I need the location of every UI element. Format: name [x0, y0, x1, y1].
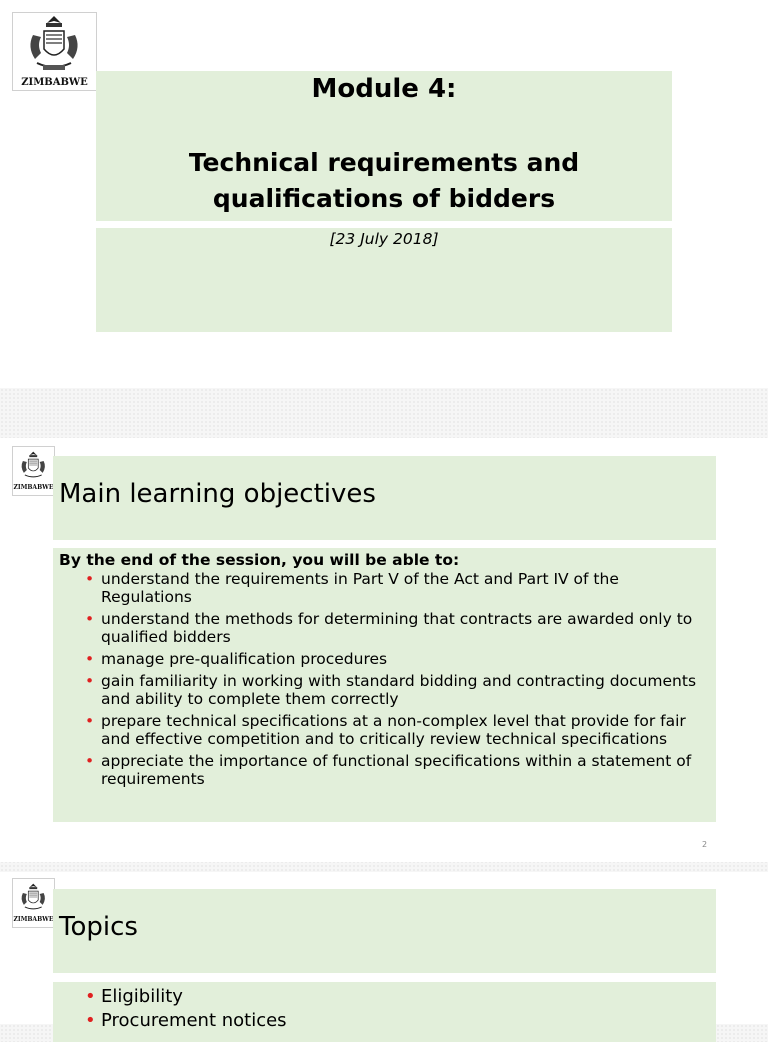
- objectives-list: [85, 570, 702, 792]
- zimbabwe-emblem: [12, 446, 55, 496]
- objective-text: prepare technical specifications at a non-complex level that provide for fair and effective competition and to critically review technical specifications: [101, 712, 686, 748]
- bullet-icon: •: [85, 752, 95, 770]
- list-item: [85, 752, 702, 788]
- date-box: [96, 228, 672, 332]
- bullet-icon: •: [85, 672, 95, 690]
- objective-text: appreciate the importance of functional specifications within a statement of requirements: [101, 752, 692, 788]
- presentation-title: Technical requirements and qualifications of bidders: [188, 148, 580, 213]
- topics-body-box: [53, 982, 716, 1042]
- slide-objectives: [0, 438, 768, 862]
- slide-topics: [0, 872, 768, 1031]
- bullet-icon: •: [85, 712, 95, 730]
- zimbabwe-emblem: [12, 12, 97, 91]
- topic-text: Eligibility: [101, 986, 183, 1007]
- bullet-icon: •: [85, 650, 95, 668]
- coat-of-arms-icon: [13, 879, 54, 917]
- list-item: [85, 610, 702, 646]
- objective-text: understand the requirements in Part V of the Act and Part IV of the Regulations: [101, 570, 619, 606]
- bullet-icon: •: [85, 986, 96, 1007]
- bullet-icon: •: [85, 570, 95, 588]
- topics-list: [85, 985, 702, 1033]
- coat-of-arms-icon: [13, 447, 54, 485]
- objectives-body-box: [53, 548, 716, 822]
- bullet-icon: •: [85, 1010, 96, 1031]
- list-item: [85, 672, 702, 708]
- list-item: [85, 985, 702, 1009]
- objectives-lead: By the end of the session, you will be able to:: [59, 551, 460, 569]
- emblem-caption: ZIMBABWE: [13, 916, 54, 923]
- presentation-date: [23 July 2018]: [329, 230, 439, 248]
- objectives-heading: Main learning objectives: [59, 479, 376, 509]
- topics-heading: Topics: [59, 912, 138, 942]
- objective-text: gain familiarity in working with standard bidding and contracting documents and ability to complete them correctly: [101, 672, 697, 708]
- bullet-icon: •: [85, 610, 95, 628]
- objective-text: understand the methods for determining that contracts are awarded only to qualified bidders: [101, 610, 693, 646]
- objective-text: manage pre-qualification procedures: [101, 650, 388, 668]
- list-item: [85, 1009, 702, 1033]
- topics-header-box: [53, 889, 716, 973]
- coat-of-arms-icon: [13, 13, 96, 77]
- list-item: [85, 712, 702, 748]
- page-number: 2: [702, 840, 708, 849]
- emblem-caption: ZIMBABWE: [21, 77, 88, 88]
- objectives-header-box: [53, 456, 716, 540]
- slide-title: [0, 0, 768, 388]
- list-item: [85, 650, 702, 668]
- list-item: [85, 570, 702, 606]
- emblem-caption: ZIMBABWE: [13, 484, 54, 491]
- module-title: Module 4:: [311, 74, 457, 104]
- zimbabwe-emblem: [12, 878, 55, 928]
- topic-text: Procurement notices: [101, 1010, 287, 1031]
- title-box: [96, 71, 672, 221]
